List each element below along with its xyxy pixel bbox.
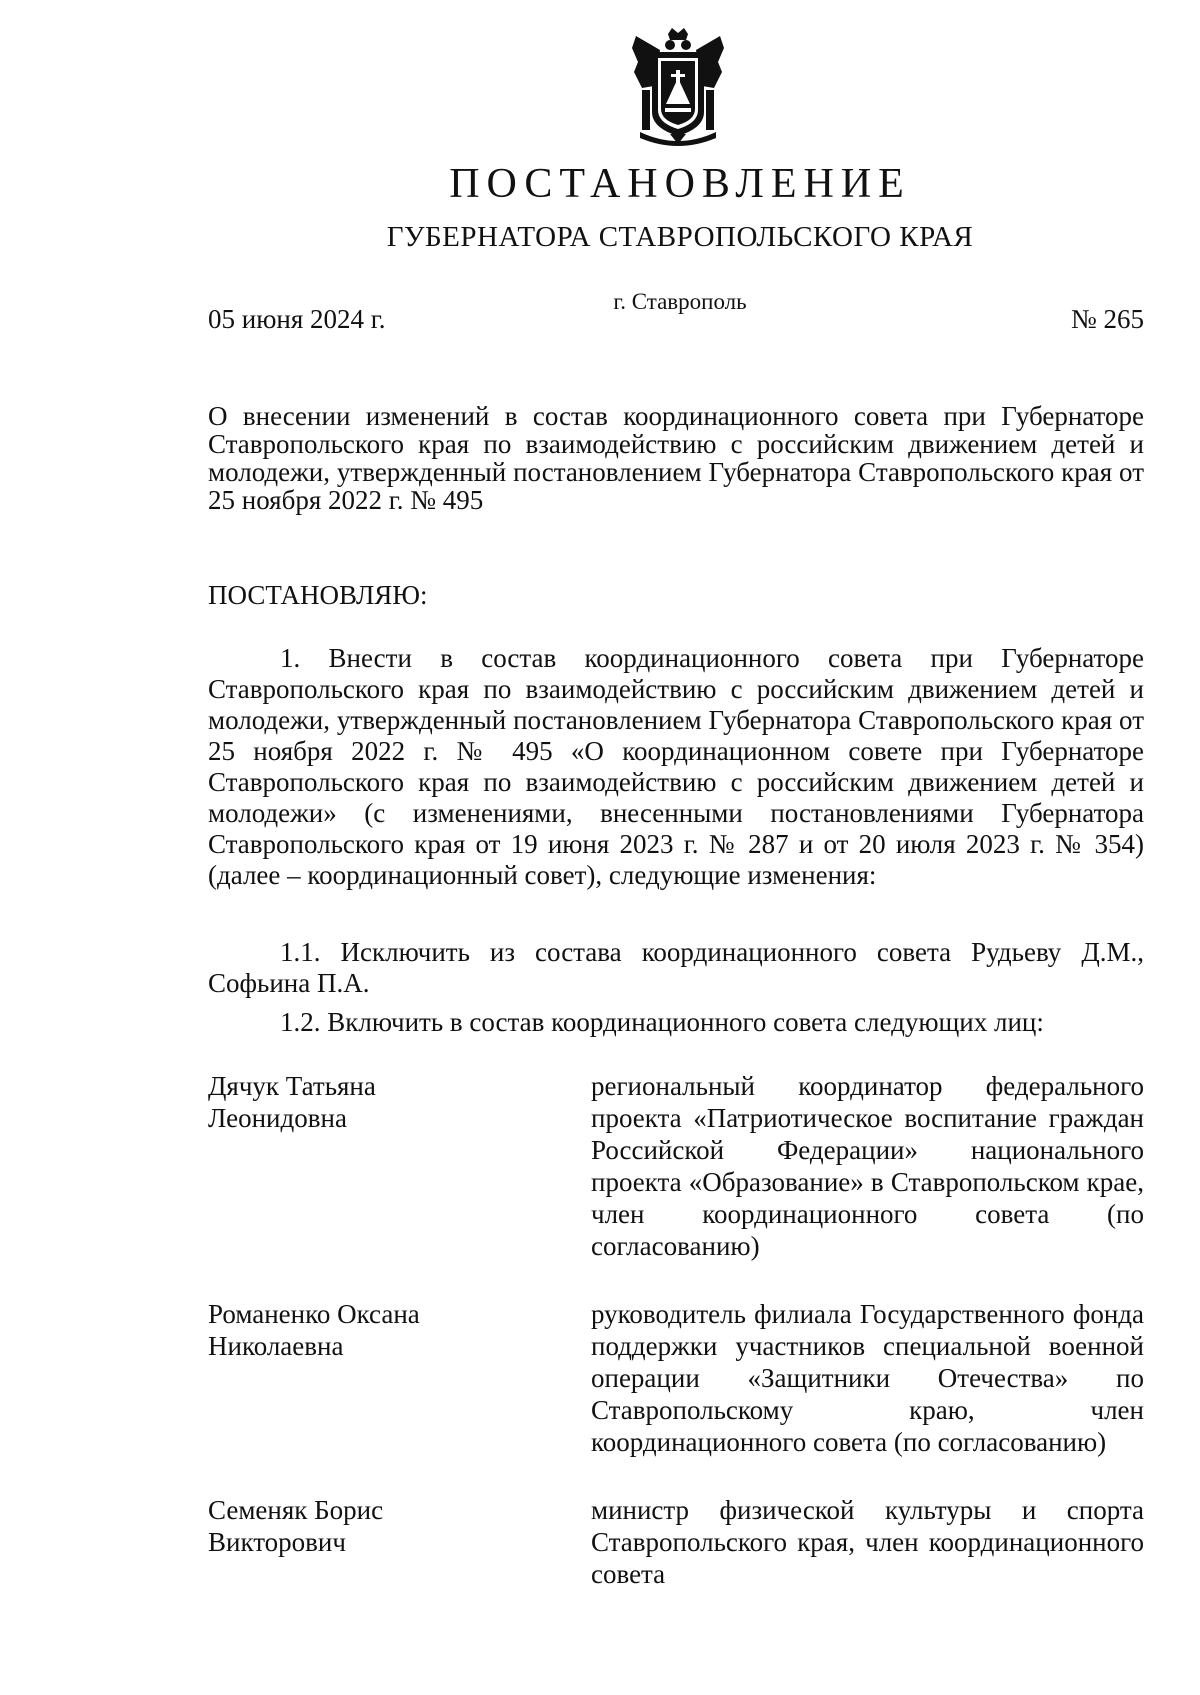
member-name-line: Романенко Оксана [208,1299,420,1329]
member-name-line: Семеняк Борис [208,1495,384,1525]
document-issuer: ГУБЕРНАТОРА СТАВРОПОЛЬСКОГО КРАЯ [386,221,974,253]
member-role: министр физической культуры и спорта Ставропольского края, член координационного совета [591,1495,1144,1589]
document-title: ПОСТАНОВЛЕНИЕ [449,161,911,207]
document-number: № 265 [1070,304,1144,334]
decree-heading: ПОСТАНОВЛЯЮ: [208,580,428,610]
paragraph-1-2-text: 1.2. Включить в состав координационного совета следующих лиц: [280,1007,1044,1037]
member-name-line: Леонидовна [208,1103,347,1133]
coat-of-arms-icon [630,28,726,146]
member-role: региональный координатор федерального проекта «Патриотическое воспитание граждан Российской Федерации» национального проекта «Образование» в Ставропольском крае, член координационного совета (по согласованию) [591,1071,1144,1261]
paragraph-1-2 [208,1007,1144,1038]
member-name [208,1070,508,1134]
paragraph-1 [208,643,1144,891]
document-date: 05 июня 2024 г. [208,304,386,334]
document-subject: О внесении изменений в состав координационного совета при Губернаторе Ставропольского края по взаимодействию с российским движением детей и молодежи, утвержденный постановлением Губернатора Ставропольского края от 25 ноября 2022 г. № 495 [208,401,1144,515]
member-name [208,1494,508,1558]
member-name-line: Викторович [208,1527,346,1557]
member-role: руководитель филиала Государственного фонда поддержки участников специальной военной операции «Защитники Отечества» по Ставропольскому краю, член координационного совета (по согласованию) [591,1299,1144,1457]
document-city: г. Ставрополь [613,289,747,314]
paragraph-1-1 [208,937,1144,999]
paragraph-1-1-text: 1.1. Исключить из состава координационного совета Рудьеву Д.М., Софьина П.А. [208,937,1144,998]
member-name-line: Дячук Татьяна [208,1071,376,1101]
member-name [208,1298,508,1362]
member-name-line: Николаевна [208,1331,344,1361]
paragraph-1-text: 1. Внести в состав координационного совета при Губернаторе Ставропольского края по взаимодействию с российским движением детей и молодежи, утвержденный постановлением Губернатора Ставропольского края от 25 ноября 2022 г. № 495 «О координационном совете при Губернаторе Ставропольского края по взаимодействию с российским движением детей и молодежи» (с изменениями, внесенными постановлениями Губернатора Ставропольского края от 19 июня 2023 г. № 287 и от 20 июля 2023 г. № 354) (далее – координационный совет), следующие изменения: [208,643,1144,890]
